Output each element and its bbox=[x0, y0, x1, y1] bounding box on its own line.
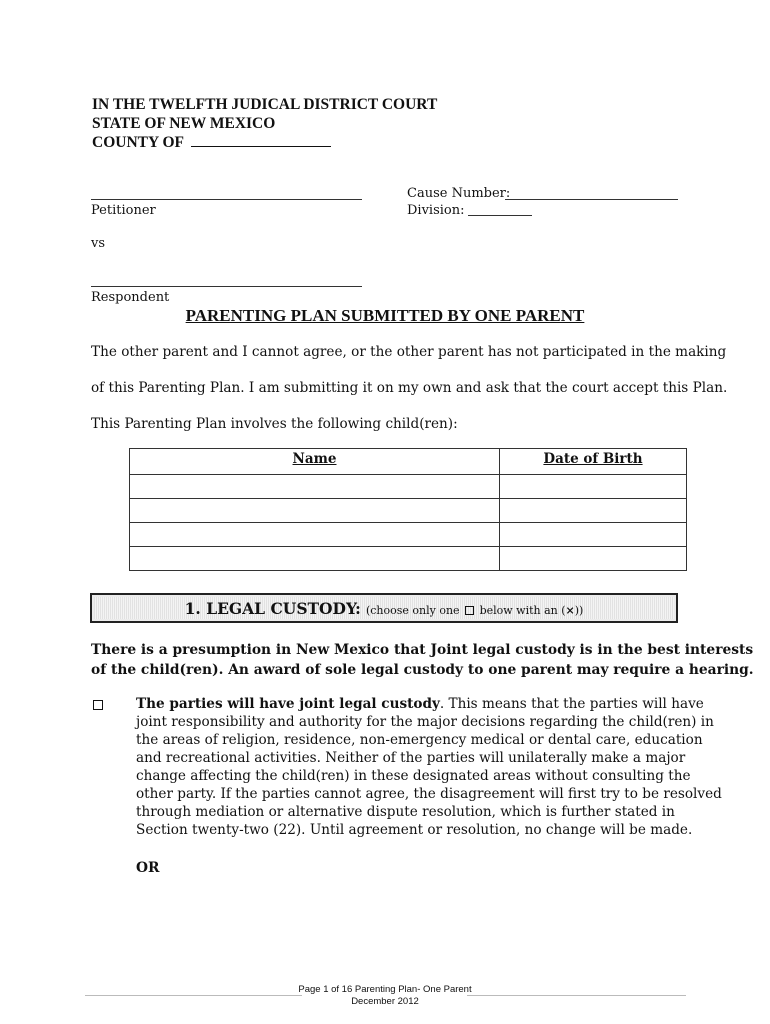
cause-number-field[interactable] bbox=[505, 199, 678, 200]
page-footer bbox=[0, 984, 770, 1008]
county-line bbox=[92, 133, 437, 152]
children-table bbox=[129, 448, 687, 571]
child-name-cell[interactable] bbox=[130, 547, 500, 571]
joint-custody-lead: The parties will have joint legal custody bbox=[136, 696, 440, 712]
x-mark-icon: × bbox=[565, 604, 575, 617]
table-row bbox=[130, 475, 687, 499]
respondent-field[interactable] bbox=[91, 286, 362, 287]
child-dob-cell[interactable] bbox=[500, 547, 687, 571]
court-heading bbox=[92, 95, 437, 152]
cause-number-label: Cause Number: bbox=[407, 186, 511, 201]
presumption-text bbox=[91, 640, 754, 680]
section-title: 1. LEGAL CUSTODY: bbox=[184, 599, 361, 618]
section-heading-box bbox=[90, 593, 678, 623]
respondent-label: Respondent bbox=[91, 290, 170, 305]
dob-column-header: Date of Birth bbox=[500, 449, 687, 475]
division-field[interactable] bbox=[468, 215, 532, 216]
county-label: COUNTY OF bbox=[92, 134, 184, 151]
section-heading bbox=[92, 599, 676, 618]
child-dob-cell[interactable] bbox=[500, 475, 687, 499]
petitioner-field[interactable] bbox=[91, 199, 362, 200]
child-name-cell[interactable] bbox=[130, 523, 500, 547]
document-title: PARENTING PLAN SUBMITTED BY ONE PARENT bbox=[185, 306, 585, 325]
presumption-line-2: of the child(ren). An award of sole legal custody to one parent may require a hearing. bbox=[91, 662, 754, 678]
intro-line-1: The other parent and I cannot agree, or the other parent has not participated in the making bbox=[91, 344, 727, 360]
footer-page-info: Page 1 of 16 Parenting Plan- One Parent bbox=[298, 984, 472, 995]
or-label: OR bbox=[136, 860, 160, 876]
table-header-row bbox=[130, 449, 687, 475]
intro-line-3: This Parenting Plan involves the following child(ren): bbox=[91, 416, 458, 432]
division-label: Division: bbox=[407, 203, 465, 218]
joint-custody-option: The parties will have joint legal custody. This means that the parties will have joint responsibility and authority for the major decisions regarding the child(ren) in the areas of religion, residence, non-emergency medical or dental care, education and recreational activities. Neither of the parties will unilaterally make a major change affecting the child(ren) in these designated areas without consulting the other party. If the parties cannot agree, the disagreement will first try to be resolved through mediation or alternative dispute resolution, which is further stated in Section twenty-two (22). Until agreement or resolution, no change will be made. bbox=[136, 696, 722, 838]
child-name-cell[interactable] bbox=[130, 499, 500, 523]
child-name-cell[interactable] bbox=[130, 475, 500, 499]
county-field[interactable] bbox=[191, 146, 331, 147]
court-name: IN THE TWELFTH JUDICAL DISTRICT COURT bbox=[92, 96, 438, 113]
table-row bbox=[130, 523, 687, 547]
intro-line-2: of this Parenting Plan. I am submitting it on my own and ask that the court accept this Plan. bbox=[91, 380, 728, 396]
presumption-line-1: There is a presumption in New Mexico that Joint legal custody is in the best interests bbox=[91, 642, 754, 658]
name-column-header: Name bbox=[130, 449, 500, 475]
vs-label: vs bbox=[91, 236, 106, 251]
section-instruction: (choose only one below with an (×)) bbox=[365, 604, 584, 617]
child-dob-cell[interactable] bbox=[500, 523, 687, 547]
table-row bbox=[130, 547, 687, 571]
state-name: STATE OF NEW MEXICO bbox=[92, 115, 276, 132]
petitioner-label: Petitioner bbox=[91, 203, 156, 218]
footer-date: December 2012 bbox=[351, 996, 419, 1007]
checkbox-icon bbox=[465, 606, 474, 615]
joint-custody-checkbox[interactable] bbox=[93, 700, 103, 710]
child-dob-cell[interactable] bbox=[500, 499, 687, 523]
table-row bbox=[130, 499, 687, 523]
